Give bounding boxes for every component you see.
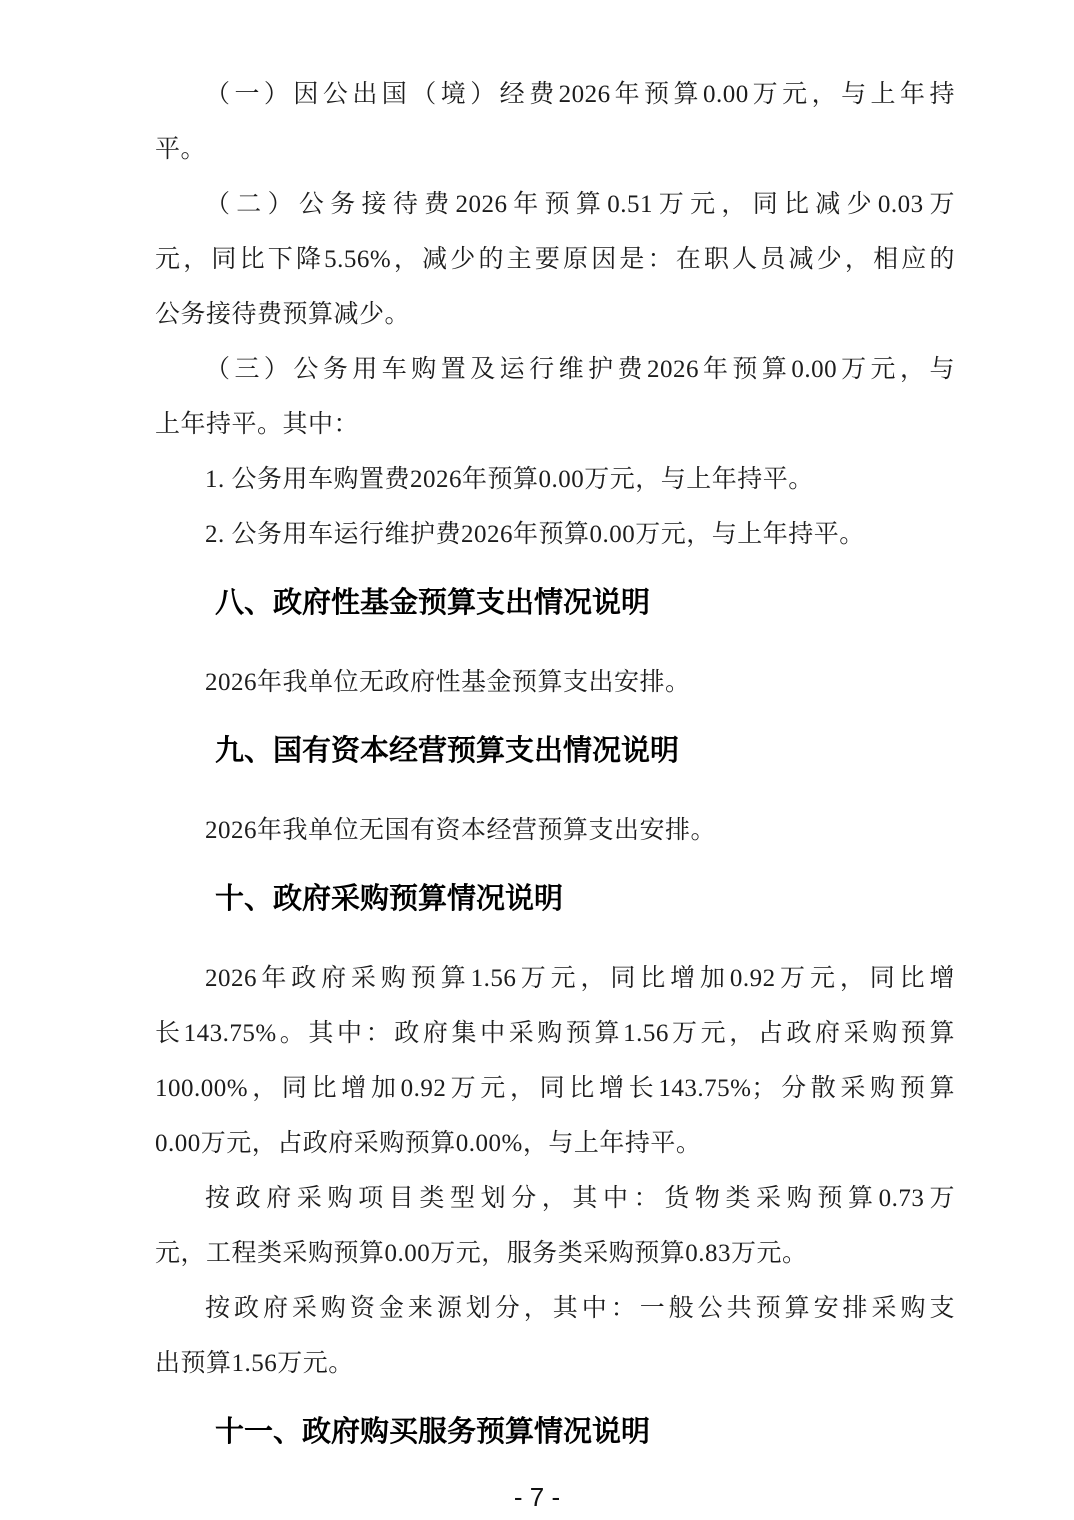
body-line: 元，工程类采购预算0.00万元，服务类采购预算0.83万元。 <box>155 1240 808 1267</box>
section-heading-9: 九、国有资本经营预算支出情况说明 <box>215 735 680 767</box>
section-heading-10: 十、政府采购预算情况说明 <box>215 883 564 915</box>
body-line: 1. 公务用车购置费2026年预算0.00万元，与上年持平。 <box>205 466 814 493</box>
body-line: 按政府采购项目类型划分，其中：货物类采购预算0.73万 <box>205 1185 955 1212</box>
body-line: （二）公务接待费2026年预算0.51万元，同比减少0.03万 <box>205 191 955 218</box>
body-line: （三）公务用车购置及运行维护费2026年预算0.00万元，与 <box>205 356 955 383</box>
document-content <box>155 67 955 1484</box>
body-line: 100.00%，同比增加0.92万元，同比增长143.75%；分散采购预算 <box>155 1075 955 1102</box>
body-line: 元，同比下降5.56%，减少的主要原因是：在职人员减少，相应的 <box>155 246 955 273</box>
body-line: 出预算1.56万元。 <box>155 1350 354 1377</box>
body-line: 2026年我单位无政府性基金预算支出安排。 <box>205 669 691 696</box>
body-line: 平。 <box>155 136 207 163</box>
body-line: 2. 公务用车运行维护费2026年预算0.00万元，与上年持平。 <box>205 521 865 548</box>
page-number: - 7 - <box>513 1482 561 1512</box>
body-line: 按政府采购资金来源划分，其中：一般公共预算安排采购支 <box>205 1295 955 1322</box>
body-line: 2026年我单位无国有资本经营预算支出安排。 <box>205 817 717 844</box>
body-line: 2026年政府采购预算1.56万元，同比增加0.92万元，同比增 <box>205 965 955 992</box>
section-heading-8: 八、政府性基金预算支出情况说明 <box>215 587 651 619</box>
body-line: 长143.75%。其中：政府集中采购预算1.56万元，占政府采购预算 <box>155 1020 955 1047</box>
body-line: 0.00万元，占政府采购预算0.00%，与上年持平。 <box>155 1130 702 1157</box>
section-heading-11: 十一、政府购买服务预算情况说明 <box>215 1416 651 1448</box>
body-line: （一）因公出国（境）经费2026年预算0.00万元，与上年持 <box>205 81 955 108</box>
body-line: 上年持平。其中： <box>155 411 360 438</box>
body-line: 公务接待费预算减少。 <box>155 301 411 328</box>
